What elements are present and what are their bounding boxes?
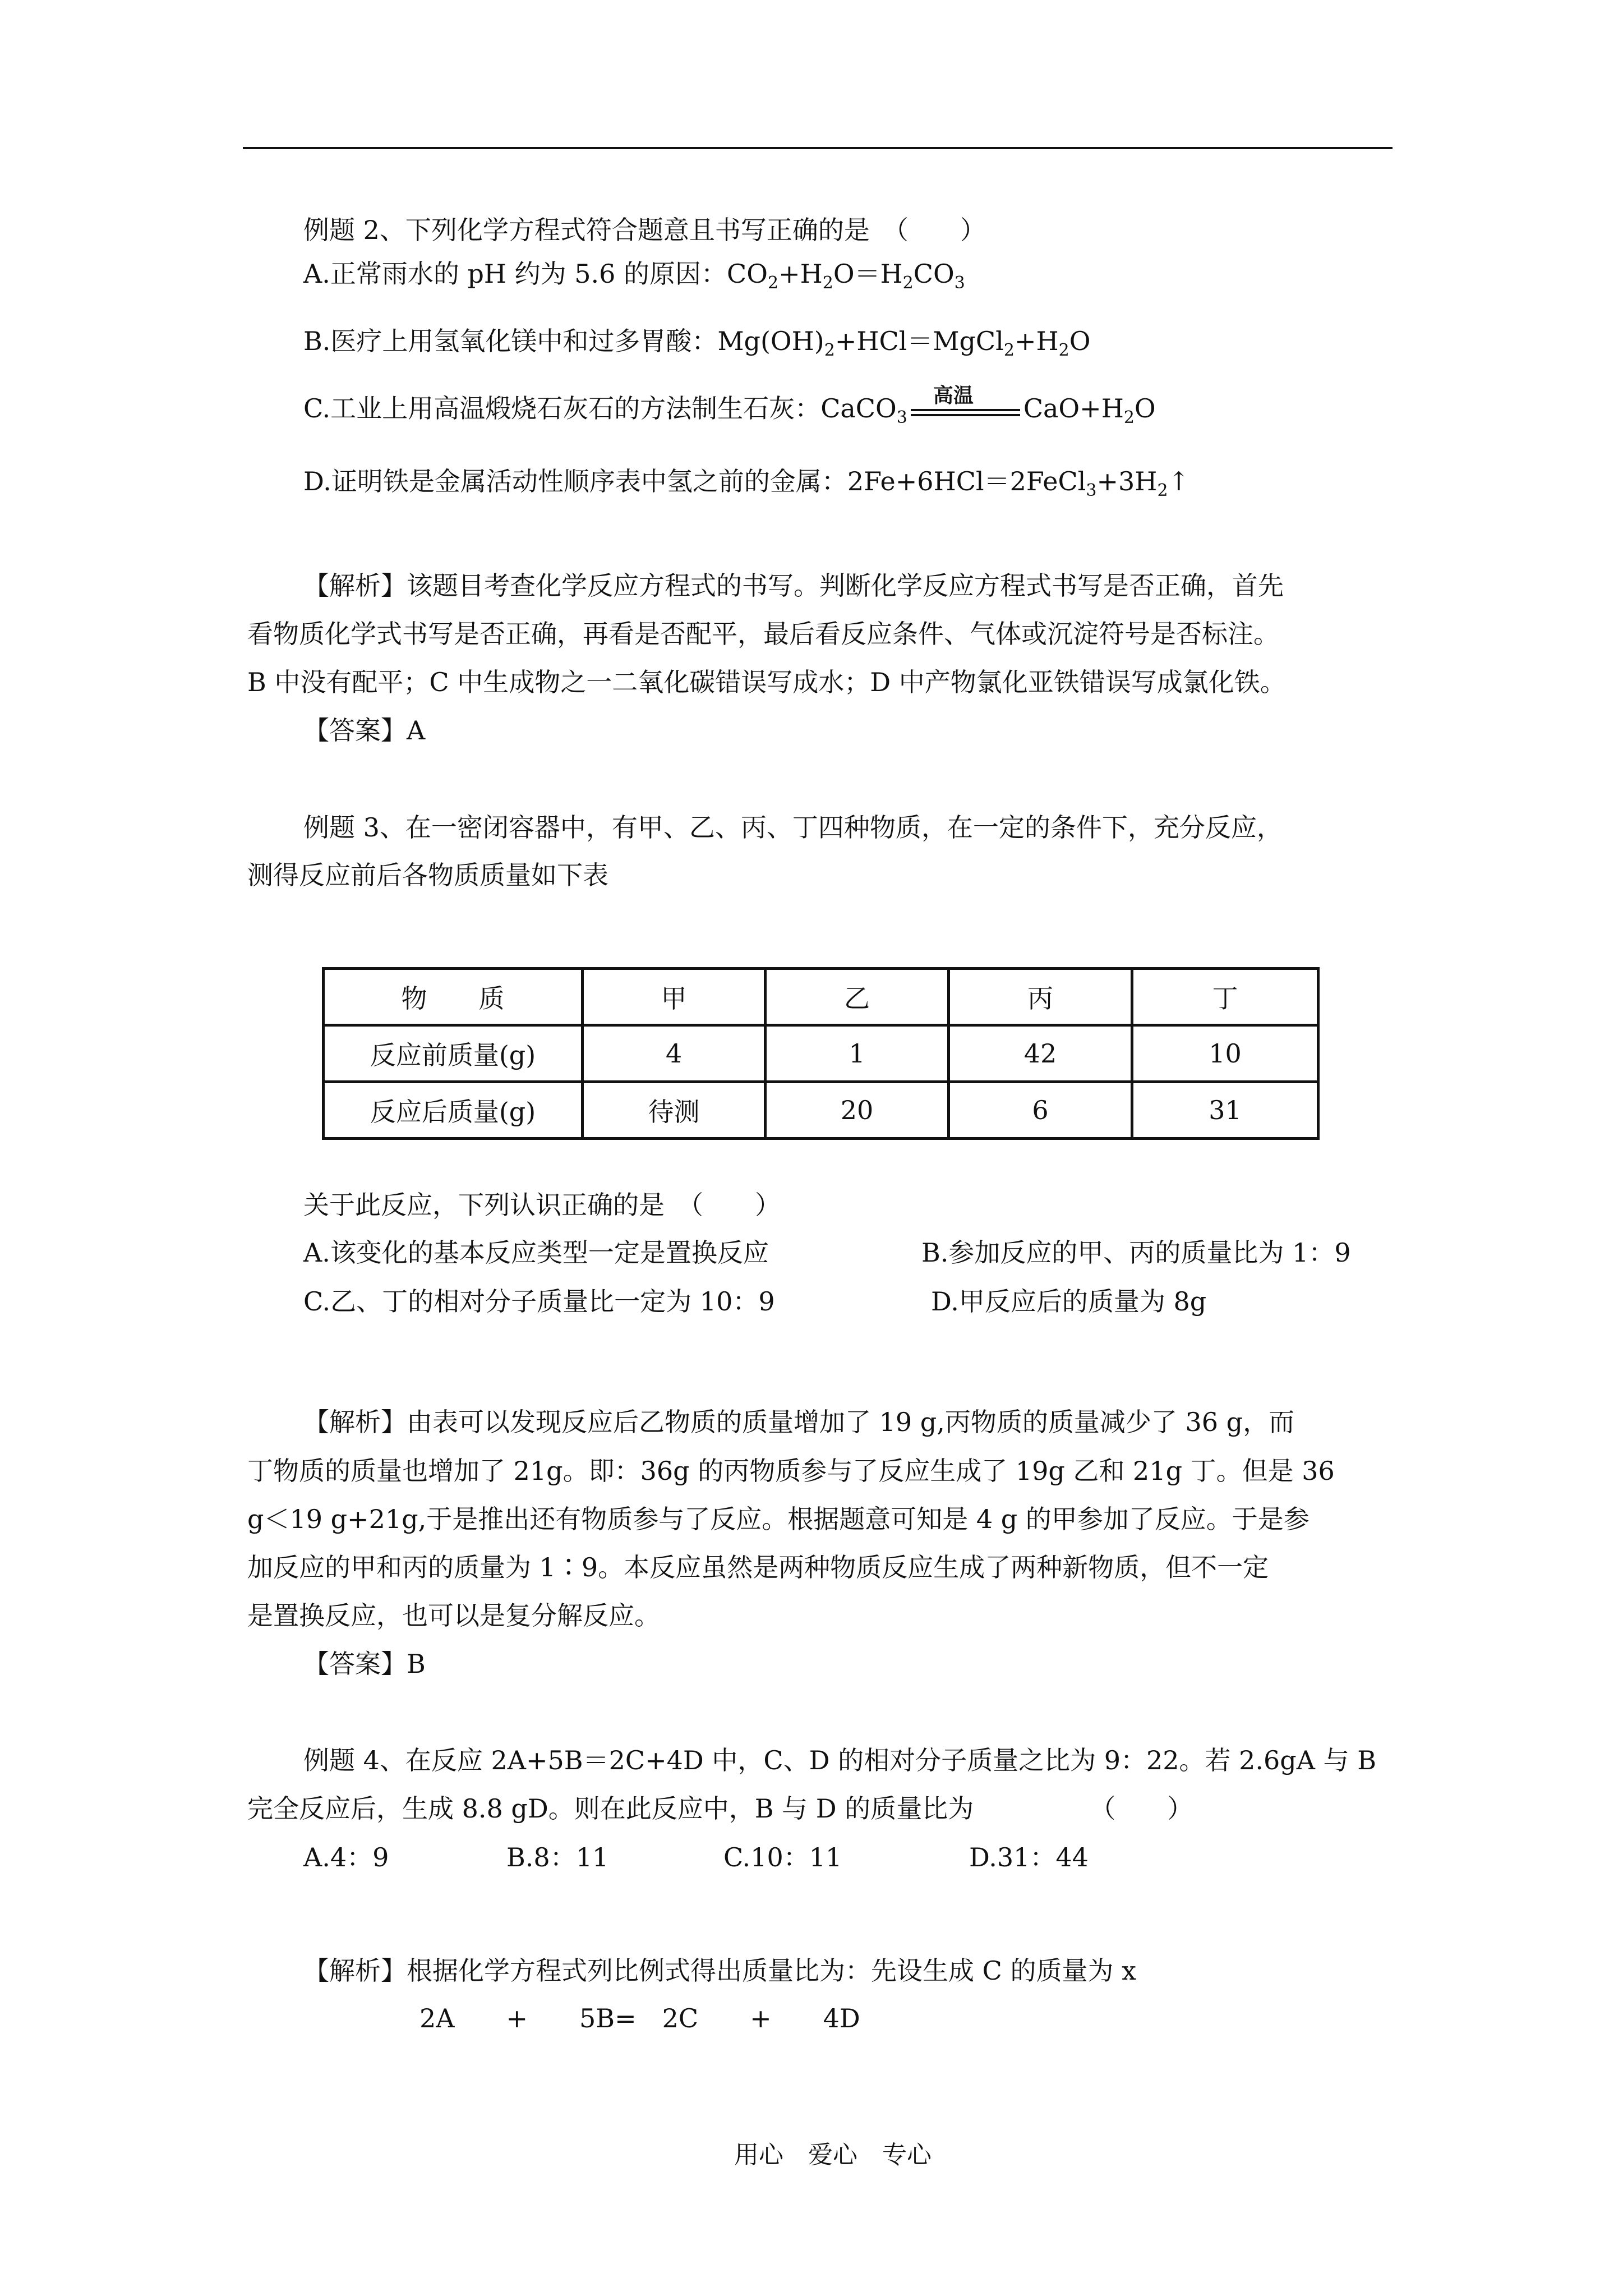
ex2-analysis-line-1: 【解析】该题目考查化学反应方程式的书写。判断化学反应方程式书写是否正确，首先: [303, 570, 1284, 601]
table-row: [324, 1082, 1318, 1139]
table-cell: 1: [766, 1025, 949, 1082]
ex3-prompt: 关于此反应，下列认识正确的是 （ ）: [303, 1190, 781, 1220]
ex4-option-d: D.31：44: [969, 1842, 1089, 1872]
ex3-analysis-line-3: g＜19 g+21g,于是推出还有物质参与了反应。根据题意可知是 4 g 的甲参加了反应。于是参: [247, 1504, 1310, 1534]
ex2-analysis-line-2: 看物质化学式书写是否正确，再看是否配平，最后看反应条件、气体或沉淀符号是否标注。: [247, 619, 1279, 649]
ex2-analysis-line-3: B 中没有配平；C 中生成物之一二氧化碳错误写成水；D 中产物氯化亚铁错误写成氯化铁。: [247, 667, 1286, 697]
ex3-answer: 【答案】B: [303, 1649, 426, 1679]
ex2-option-d: D.证明铁是金属活动性顺序表中氢之前的金属：$2Fe+6HCl=2FeCl_3+3H_2↑$: [303, 466, 1190, 500]
table-cell: 4: [583, 1025, 766, 1082]
ex2-option-a-equation: $CO_2+H_2O=H_2CO_3$: [727, 259, 965, 293]
ex2-option-b: B.医疗上用氢氧化镁中和过多胃酸：$Mg(OH)_2+HCl=MgCl_2+H_2O$: [303, 326, 1091, 360]
table-header-cell: 丙: [949, 969, 1132, 1025]
table-cell: 6: [949, 1082, 1132, 1139]
ex2-option-a: A.正常雨水的 pH 约为 5.6 的原因：$CO_2+H_2O=H_2CO_3$: [303, 259, 965, 293]
ex4-option-c: C.10：11: [723, 1842, 842, 1872]
table-header-cell: 甲: [583, 969, 766, 1025]
table-cell: 待测: [583, 1082, 766, 1139]
ex3-analysis-line-4: 加反应的甲和丙的质量为 1∶9。本反应虽然是两种物质反应生成了两种新物质，但不一定: [247, 1552, 1269, 1582]
ex2-answer: 【答案】A: [303, 715, 426, 746]
ex4-question-line-2: 完全反应后，生成 8.8 gD。则在此反应中，B 与 D 的质量比为 （ ）: [247, 1793, 1193, 1824]
ex3-analysis-line-2: 丁物质的质量也增加了 21g。即：36g 的丙物质参与了反应生成了 19g 乙和 21g 丁。但是 36: [247, 1456, 1335, 1486]
ex3-option-d: D.甲反应后的质量为 8g: [931, 1286, 1207, 1317]
ex4-question-line-1: 例题 4、在反应 2A+5B＝2C+4D 中，C、D 的相对分子质量之比为 9：22。若 2.6gA 与 B: [303, 1745, 1376, 1775]
ex3-option-a: A.该变化的基本反应类型一定是置换反应: [303, 1237, 769, 1268]
ex3-question-line-2: 测得反应前后各物质质量如下表: [247, 860, 608, 890]
mass-data-table: [322, 967, 1320, 1140]
ex3-option-c: C.乙、丁的相对分子质量比一定为 10：9: [303, 1286, 775, 1317]
ex3-option-b: B.参加反应的甲、丙的质量比为 1：9: [921, 1237, 1351, 1268]
ex3-question-line-1: 例题 3、在一密闭容器中，有甲、乙、丙、丁四种物质，在一定的条件下，充分反应，: [303, 812, 1283, 843]
ex2-option-c: C.工业上用高温煅烧石灰石的方法制生石灰：CaCO$_3$ 高温 $CaO+H_2O$: [303, 384, 1156, 427]
table-header-cell: 物 质: [324, 969, 583, 1025]
ex4-analysis: 【解析】根据化学方程式列比例式得出质量比为：先设生成 C 的质量为 x: [303, 1955, 1137, 1986]
table-cell: 反应后质量(g): [324, 1082, 583, 1139]
table-header-cell: 乙: [766, 969, 949, 1025]
ex2-option-b-equation: $Mg(OH)_2+HCl=MgCl_2+H_2O$: [717, 326, 1091, 360]
table-header-cell: 丁: [1132, 969, 1318, 1025]
table-cell: 10: [1132, 1025, 1318, 1082]
ex3-analysis-line-5: 是置换反应，也可以是复分解反应。: [247, 1600, 660, 1631]
ex4-equation: 2A + 5B= 2C + 4D: [419, 2003, 860, 2033]
table-cell: 20: [766, 1082, 949, 1139]
table-header-row: [324, 969, 1318, 1025]
table-row: [324, 1025, 1318, 1082]
ex3-analysis-line-1: 【解析】由表可以发现反应后乙物质的质量增加了 19 g,丙物质的质量减少了 36 g，而: [303, 1407, 1295, 1437]
table-cell: 42: [949, 1025, 1132, 1082]
ex4-option-a: A.4：9: [303, 1842, 389, 1872]
table-cell: 31: [1132, 1082, 1318, 1139]
reaction-condition-high-temperature: 高温: [911, 392, 1020, 425]
ex4-option-b: B.8：11: [506, 1842, 609, 1872]
header-rule: [243, 147, 1393, 149]
page-footer: 用心 爱心 专心: [734, 2141, 932, 2169]
ex2-question: 例题 2、下列化学方程式符合题意且书写正确的是 （ ）: [303, 215, 986, 245]
ex2-option-d-equation: $2Fe+6HCl=2FeCl_3+3H_2↑$: [847, 466, 1190, 500]
table-cell: 反应前质量(g): [324, 1025, 583, 1082]
